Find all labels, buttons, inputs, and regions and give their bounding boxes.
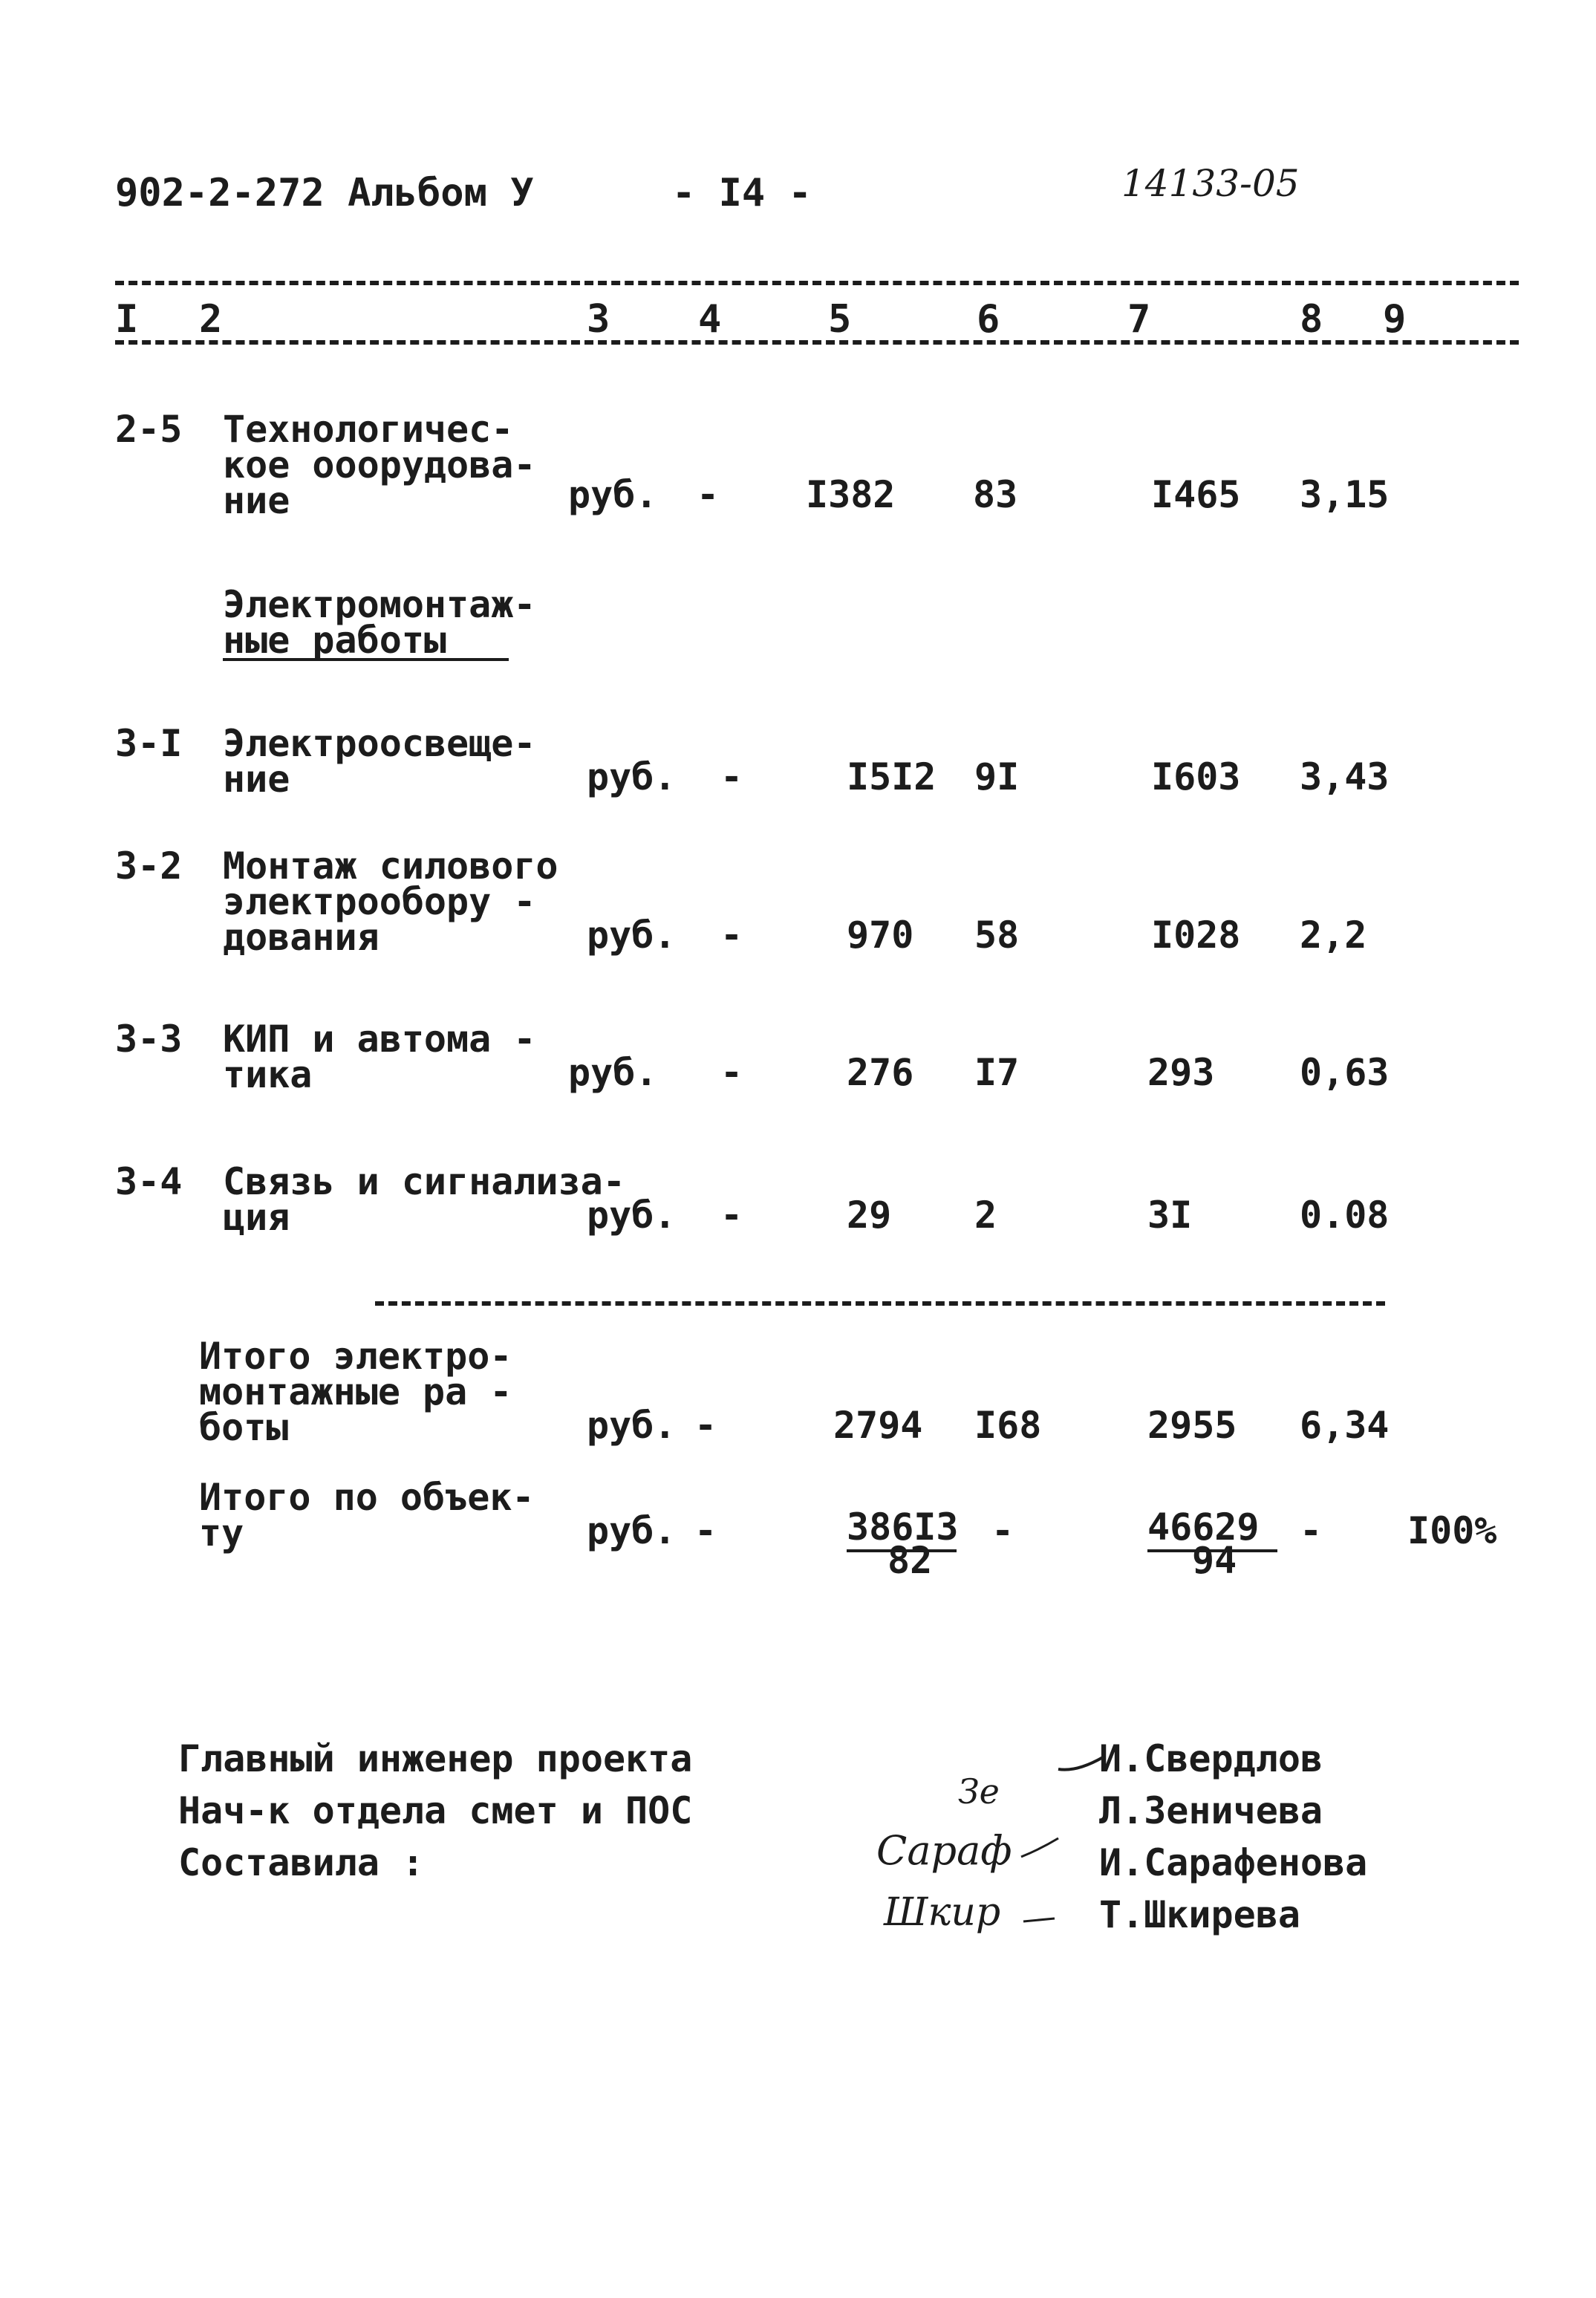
unit: руб. bbox=[568, 473, 658, 516]
col-2: 2 bbox=[199, 297, 223, 342]
col6-value: 9I bbox=[974, 755, 1020, 798]
section-heading-line: ные работы bbox=[223, 619, 447, 662]
album-number: 902-2-272 Альбом У bbox=[115, 171, 534, 215]
col7-value: I465 bbox=[1151, 473, 1241, 516]
col-8: 8 bbox=[1300, 297, 1323, 342]
col6-value: 83 bbox=[973, 473, 1018, 516]
col5-value: 276 bbox=[847, 1051, 914, 1094]
signature-flourish bbox=[1017, 1835, 1062, 1864]
signature-sarafenova: Сараф bbox=[876, 1827, 1012, 1874]
row-number: 2-5 bbox=[115, 408, 183, 451]
col7-value: 46629 bbox=[1147, 1506, 1260, 1549]
row-number: 3-2 bbox=[115, 844, 183, 888]
row-name-line: Связь и сигнализа- bbox=[223, 1160, 625, 1203]
col8-value: 0,63 bbox=[1300, 1051, 1390, 1094]
col7-value: 3I bbox=[1147, 1194, 1193, 1237]
col-1: I bbox=[115, 297, 139, 342]
handwritten-code: 14133-05 bbox=[1121, 162, 1300, 205]
signature-shkireva: Шкир bbox=[884, 1890, 1001, 1935]
col6-value: 2 bbox=[974, 1194, 997, 1237]
col7-value: I028 bbox=[1151, 914, 1241, 957]
signature-zenicheva: Зе bbox=[958, 1771, 1000, 1812]
col8-value: 6,34 bbox=[1300, 1404, 1390, 1447]
col9-value: I00% bbox=[1407, 1509, 1497, 1552]
unit: руб. bbox=[587, 755, 677, 798]
unit: руб. bbox=[587, 1509, 677, 1552]
name-zenicheva: Л.Зеничева bbox=[1099, 1789, 1323, 1832]
col-3: 3 bbox=[587, 297, 610, 342]
col4-value: - bbox=[720, 1051, 743, 1094]
col5-value: 2794 bbox=[833, 1404, 923, 1447]
col5-value: I382 bbox=[806, 473, 896, 516]
section-heading-line: Электромонтаж- bbox=[223, 583, 536, 626]
totals-name-line: монтажные ра - bbox=[199, 1370, 512, 1413]
col8-value: 0.08 bbox=[1300, 1194, 1390, 1237]
row-name-line: ние bbox=[223, 479, 290, 522]
row-number: 3-I bbox=[115, 722, 183, 765]
col4-value: - bbox=[694, 1509, 717, 1552]
role-compiler: Составила : bbox=[178, 1841, 425, 1884]
header-divider-top bbox=[115, 281, 1519, 285]
col6-value: I68 bbox=[974, 1404, 1042, 1447]
col7-value: 2955 bbox=[1147, 1404, 1237, 1447]
totals-name-line: Итого электро- bbox=[199, 1335, 512, 1378]
col-6: 6 bbox=[977, 297, 1000, 342]
page-number: - I4 - bbox=[672, 171, 812, 215]
row-name-line: электрообору - bbox=[223, 880, 536, 923]
col7-subvalue: 94 bbox=[1192, 1539, 1237, 1582]
unit: руб. bbox=[587, 914, 677, 957]
name-sarafenova: И.Сарафенова bbox=[1099, 1841, 1368, 1884]
col5-value: 29 bbox=[847, 1194, 892, 1237]
totals-name-line: ту bbox=[199, 1511, 244, 1555]
col8-value: 3,15 bbox=[1300, 473, 1390, 516]
name-sverdlov: И.Свердлов bbox=[1099, 1737, 1323, 1780]
col5-value: I5I2 bbox=[847, 755, 937, 798]
row-name-line: Электроосвеще- bbox=[223, 722, 536, 765]
col5-value: 970 bbox=[847, 914, 914, 957]
header-divider-bottom bbox=[115, 340, 1519, 345]
unit: руб. bbox=[568, 1051, 658, 1094]
col6-value: 58 bbox=[974, 914, 1020, 957]
unit: руб. bbox=[587, 1404, 677, 1447]
row-name-line: ция bbox=[223, 1196, 290, 1239]
col4-value: - bbox=[694, 1404, 717, 1447]
col5-value: 386I3 bbox=[847, 1506, 959, 1549]
unit: руб. bbox=[587, 1194, 677, 1237]
col-5: 5 bbox=[828, 297, 852, 342]
section-underline bbox=[223, 658, 509, 661]
col4-value: - bbox=[720, 755, 743, 798]
row-name-line: ние bbox=[223, 758, 290, 801]
col7-value: I603 bbox=[1151, 755, 1241, 798]
col8-value: 2,2 bbox=[1300, 914, 1367, 957]
col4-value: - bbox=[697, 473, 720, 516]
row-name-line: Технологичес- bbox=[223, 408, 514, 451]
row-name-line: тика bbox=[223, 1053, 313, 1096]
col8-value: - bbox=[1300, 1509, 1323, 1552]
role-department-head: Нач-к отдела смет и ПОС bbox=[178, 1789, 693, 1832]
col-4: 4 bbox=[698, 297, 722, 342]
row-name-line: КИП и автома - bbox=[223, 1018, 536, 1061]
signature-flourish bbox=[1021, 1913, 1058, 1927]
row-number: 3-4 bbox=[115, 1160, 183, 1203]
row-name-line: Монтаж силового bbox=[223, 844, 558, 888]
col5-subvalue: 82 bbox=[887, 1539, 933, 1582]
row-number: 3-3 bbox=[115, 1018, 183, 1061]
col6-value: - bbox=[991, 1509, 1014, 1552]
role-chief-engineer: Главный инженер проекта bbox=[178, 1737, 693, 1780]
row-name-line: дования bbox=[223, 916, 380, 959]
row-name-line: кое ооорудова- bbox=[223, 443, 536, 486]
totals-name-line: боты bbox=[199, 1406, 289, 1449]
col-7: 7 bbox=[1127, 297, 1151, 342]
col4-value: - bbox=[720, 1194, 743, 1237]
name-shkireva: Т.Шкирева bbox=[1099, 1893, 1300, 1936]
col6-value: I7 bbox=[974, 1051, 1020, 1094]
totals-divider bbox=[375, 1301, 1385, 1306]
totals-name-line: Итого по объек- bbox=[199, 1476, 535, 1519]
col-9: 9 bbox=[1383, 297, 1407, 342]
col8-value: 3,43 bbox=[1300, 755, 1390, 798]
col4-value: - bbox=[720, 914, 743, 957]
col7-value: 293 bbox=[1147, 1051, 1215, 1094]
signature-stroke-sverdlov bbox=[1055, 1753, 1107, 1775]
